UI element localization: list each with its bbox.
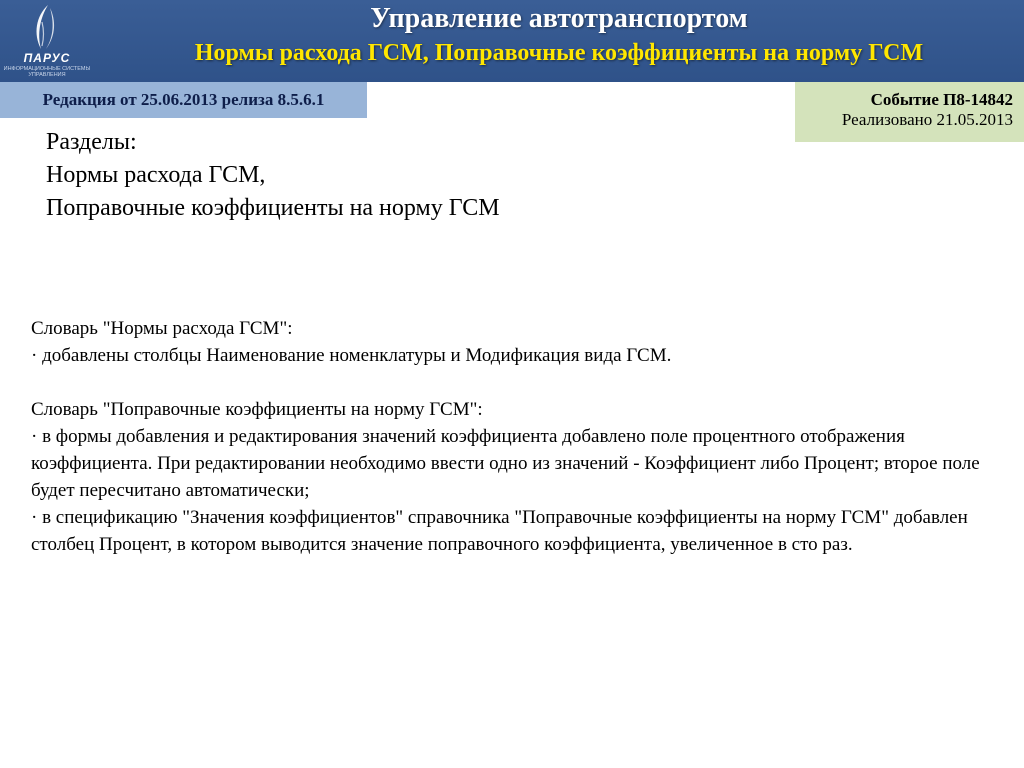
section-item: Поправочные коэффициенты на норму ГСМ xyxy=(46,195,500,221)
logo-subtitle: ИНФОРМАЦИОННЫЕ СИСТЕМЫ УПРАВЛЕНИЯ xyxy=(3,66,91,78)
edition-badge: Редакция от 25.06.2013 релиза 8.5.6.1 xyxy=(0,82,367,118)
dictionary-coefficients-change-1: · в формы добавления и редактирования значений коэффициента добавлено поле процентного отображения коэффициента. При редактировании необходимо ввести одно из значений - Коэффициент либо Процент; второе поле будет пересчитано автоматически; xyxy=(31,426,980,501)
header-bar xyxy=(0,0,1024,82)
sections-heading: Разделы: xyxy=(46,129,137,155)
page-subtitle: Нормы расхода ГСМ, Поправочные коэффициенты на норму ГСМ xyxy=(194,40,924,66)
content-body xyxy=(31,315,1006,558)
sections-list xyxy=(46,126,500,225)
dictionary-norms-title: Словарь "Нормы расхода ГСМ": xyxy=(31,318,293,339)
event-date: Реализовано 21.05.2013 xyxy=(841,110,1013,129)
event-box xyxy=(795,82,1024,142)
spacer xyxy=(31,369,1006,396)
dictionary-coefficients-change-2: · в спецификацию "Значения коэффициентов" справочника "Поправочные коэффициенты на норму ГСМ" добавлен столбец Процент, в котором выводится значение поправочного коэффициента, увеличенное в сто раз. xyxy=(31,507,968,555)
logo xyxy=(0,0,94,82)
section-item: Нормы расхода ГСМ, xyxy=(46,162,266,188)
dictionary-coefficients-title: Словарь "Поправочные коэффициенты на норму ГСМ": xyxy=(31,399,483,420)
logo-name: ПАРУС xyxy=(23,51,71,65)
page-title: Управление автотранспортом xyxy=(370,3,748,34)
event-title: Событие П8-14842 xyxy=(870,90,1013,109)
sail-logo-icon xyxy=(22,2,72,52)
dictionary-norms-change: · добавлены столбцы Наименование номенклатуры и Модификация вида ГСМ. xyxy=(31,345,672,366)
